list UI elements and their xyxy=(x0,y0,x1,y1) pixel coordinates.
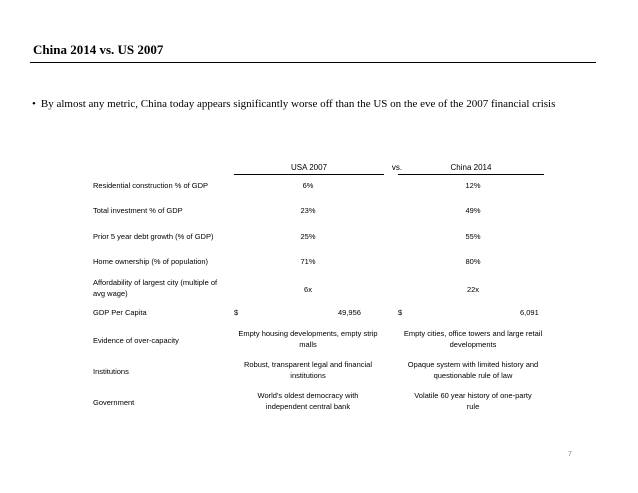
row-label: Government xyxy=(93,398,135,407)
china-value: 6,091 xyxy=(520,308,539,317)
row-label: Institutions xyxy=(93,367,129,376)
usa-value: 49,956 xyxy=(338,308,361,317)
usa-value: 6x xyxy=(304,285,312,294)
bullet-text: By almost any metric, China today appears significantly worse off than the US on the eve of the 2007 financial crisis xyxy=(40,98,556,110)
usa-value: World's oldest democracy with independent central bank xyxy=(257,391,359,411)
page-number: 7 xyxy=(568,451,572,458)
china-value: 12% xyxy=(465,181,481,190)
china-value: 55% xyxy=(465,232,481,241)
row-label: Total investment % of GDP xyxy=(93,206,183,215)
china-value: 22x xyxy=(466,285,480,294)
china-currency: $ xyxy=(398,308,403,317)
china-value: 49% xyxy=(465,206,481,215)
bullet-point xyxy=(32,98,555,110)
header-vs: vs. xyxy=(391,163,403,172)
row-label: Evidence of over-capacity xyxy=(93,336,179,345)
row-label: Residential construction % of GDP xyxy=(93,181,209,190)
bullet-marker: • xyxy=(32,98,36,110)
china-value: Opaque system with limited history and questionable rule of law xyxy=(407,360,539,380)
china-value: Volatile 60 year history of one-party rule xyxy=(414,391,532,411)
slide-title: China 2014 vs. US 2007 xyxy=(33,42,164,57)
row-label: Prior 5 year debt growth (% of GDP) xyxy=(93,232,214,241)
row-label: GDP Per Capita xyxy=(93,308,147,317)
title-divider xyxy=(30,62,596,63)
china-value: Empty cities, office towers and large retail developments xyxy=(403,329,543,349)
header-china-2014: China 2014 xyxy=(398,163,544,175)
usa-value: Robust, transparent legal and financial institutions xyxy=(244,360,372,380)
china-value: 80% xyxy=(465,257,481,266)
usa-value: 25% xyxy=(300,232,316,241)
header-usa-2007: USA 2007 xyxy=(234,163,384,175)
usa-currency: $ xyxy=(234,308,239,317)
row-label: Home ownership (% of population) xyxy=(93,257,209,266)
usa-value: Empty housing developments, empty strip malls xyxy=(238,329,378,349)
row-label: Affordability of largest city (multiple of avg wage) xyxy=(93,278,218,298)
usa-value: 23% xyxy=(300,206,316,215)
usa-value: 71% xyxy=(300,257,316,266)
usa-value: 6% xyxy=(302,181,314,190)
